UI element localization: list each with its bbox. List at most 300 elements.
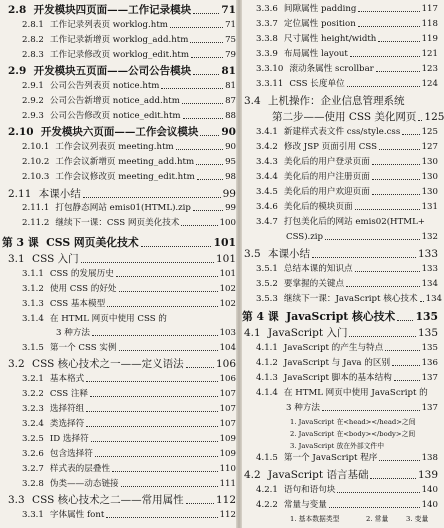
toc-entry-number: 3.4.7 (256, 217, 278, 227)
toc-entry-page-number: 125 (424, 111, 444, 123)
toc-entry-number: 3.1.3 (22, 299, 44, 309)
toc-entry-number: 2.11.2 (22, 218, 50, 228)
toc-entry-title: 总结本课的知识点 (283, 264, 353, 274)
toc-entry-number: 2.11 (8, 188, 32, 200)
toc-entry-title: 继续下一课：CSS 网页美化技术 (55, 218, 180, 228)
toc-entry-number: 3.3.11 (256, 79, 284, 89)
leader-dots (90, 391, 218, 397)
leader-dots (376, 66, 420, 72)
toc-entry-number: 第 3 课 (2, 236, 39, 249)
toc-entry-page-number: 119 (421, 34, 438, 44)
leader-dots (372, 189, 420, 195)
toc-entry-page-number: 140 (421, 485, 438, 495)
toc-entry-page-number: 135 (417, 327, 438, 339)
toc-entry-page-number: 102 (219, 299, 236, 309)
toc-sub-item: 2. 常量 (366, 515, 389, 523)
leader-dots (95, 451, 218, 457)
toc-entry-title: 在 HTML 网页中使用 CSS 的 (49, 314, 167, 324)
toc-sub-item: 3. JavaScript 放在外部文件中 (290, 442, 385, 450)
leader-dots (86, 421, 217, 427)
toc-entry-page-number: 124 (421, 79, 438, 89)
toc-entry (242, 80, 438, 89)
toc-entry-number: 4.1.4 (256, 388, 278, 398)
leader-dots (119, 286, 218, 292)
toc-entry-number: 3.4.3 (256, 157, 278, 167)
toc-entry-page-number: 90 (221, 126, 236, 138)
toc-entry (0, 390, 236, 399)
toc-entry (0, 254, 236, 265)
toc-entry-page-number: 101 (215, 253, 236, 265)
toc-entry-page-number: 104 (219, 343, 236, 353)
leader-dots (193, 205, 223, 211)
toc-entry (242, 20, 438, 29)
toc-entry-title: 新建样式表文件 css/style.css (283, 127, 401, 137)
leader-dots (81, 256, 214, 263)
toc-entry (242, 128, 438, 137)
toc-entry-page-number: 121 (421, 49, 438, 59)
toc-entry-number: 3.2.5 (22, 434, 44, 444)
toc-entry-title: 字体属性 font (49, 510, 105, 520)
leader-dots (92, 330, 218, 336)
toc-entry (242, 359, 438, 368)
toc-entry-title: CSS).zip (286, 232, 324, 242)
toc-entry-title: 公司公告修改页 notice_edit.htm (49, 111, 181, 121)
toc-entry (242, 501, 438, 510)
toc-entry-number: 3.5 (244, 248, 261, 260)
toc-entry (0, 97, 236, 106)
toc-entry-number: 2.9.1 (22, 81, 44, 91)
toc-entry-page-number: 134 (421, 279, 438, 289)
toc-entry-page-number: 107 (219, 389, 236, 399)
leader-dots (186, 361, 214, 368)
toc-entry-page-number: 79 (225, 50, 236, 60)
toc-entry-number: 3.4 (244, 95, 261, 107)
toc-entry-number: 2.9.2 (22, 96, 44, 106)
leader-dots (176, 144, 223, 150)
toc-entry-title: 修改 JSP 页面引用 CSS (283, 142, 377, 152)
toc-entry-title: 工作记录新增页 worklog_add.htm (49, 35, 189, 45)
toc-entry (242, 158, 438, 167)
toc-entry-page-number: 103 (219, 328, 236, 338)
leader-dots (161, 83, 223, 89)
toc-entry-number: 3.1.5 (22, 343, 44, 353)
toc-entry-title: CSS 基本模型 (49, 299, 106, 309)
toc-entry-page-number: 106 (215, 358, 236, 370)
toc-entry-page-number: 109 (219, 449, 236, 459)
toc-entry-title: 选择符组 (49, 404, 85, 414)
toc-entry-page-number: 107 (219, 419, 236, 429)
toc-entry-page-number: 81 (225, 81, 236, 91)
toc-entry-number: 2.11.1 (22, 203, 50, 213)
toc-entry-number: 2.9.3 (22, 111, 44, 121)
leader-dots (121, 481, 218, 487)
leader-dots (385, 345, 419, 351)
toc-entry-title: 要掌握的关键点 (283, 279, 345, 289)
leader-dots (347, 81, 420, 87)
toc-entry-title: 定位属性 position (283, 19, 356, 29)
toc-entry (0, 465, 236, 474)
toc-entry-title: 常量与变量 (283, 500, 327, 510)
toc-entry-number: 2.10.3 (22, 172, 50, 182)
toc-entry-number: 3.2.8 (22, 479, 44, 489)
toc-entry-title: 间隙属性 padding (283, 4, 357, 14)
toc-entry-title: 上机操作：企业信息管理系统 (268, 95, 405, 107)
toc-entry-number: 2.10 (8, 126, 34, 138)
toc-entry (0, 51, 236, 60)
toc-entry (0, 238, 236, 249)
toc-entry (0, 375, 236, 384)
leader-dots (183, 113, 224, 119)
toc-entry-number: 3.3.6 (256, 4, 278, 14)
toc-entry-title: ID 选择符 (49, 434, 89, 444)
toc-entry-page-number: 106 (219, 374, 236, 384)
leader-dots (86, 376, 217, 382)
toc-entry-number: 3.2.2 (22, 389, 44, 399)
toc-entry-number: 3.2.6 (22, 449, 44, 459)
toc-entry-number: 第 4 课 (242, 310, 279, 323)
toc-entry-title: 公司公告新增页 notice_add.htm (49, 96, 180, 106)
toc-entry-title: 继续下一课：JavaScript 核心技术 (283, 294, 418, 304)
toc-entry-page-number: 131 (421, 202, 438, 212)
toc-entry-page-number: 111 (219, 479, 236, 489)
toc-entry-page-number: 88 (225, 111, 236, 121)
leader-dots (182, 98, 223, 104)
toc-entry-page-number: 101 (219, 269, 236, 279)
leader-dots (86, 406, 217, 412)
toc-entry-number: 4.1.5 (256, 453, 278, 463)
toc-entry-title: 美化后的用户欢迎页面 (283, 187, 370, 197)
toc-entry-title: 打包静态网站 emis01(HTML).zip (55, 203, 191, 213)
toc-entry (242, 249, 438, 260)
toc-entry-title: 布局属性 layout (283, 49, 348, 59)
toc-entry-number: 3.5.2 (256, 279, 278, 289)
leader-dots (402, 129, 419, 135)
leader-dots (355, 204, 420, 210)
toc-entry-number: 3.4.6 (256, 202, 278, 212)
leader-dots (141, 240, 212, 247)
toc-entry-title: JavaScript 入门 (268, 327, 348, 339)
toc-entry (0, 359, 236, 370)
leader-dots (106, 512, 217, 518)
toc-entry-title: CSS 长度单位 (289, 79, 345, 89)
toc-entry-title: 类选择符 (49, 419, 85, 429)
leader-dots (358, 6, 419, 12)
toc-entry (0, 173, 236, 182)
toc-entry-page-number: 134 (425, 294, 443, 304)
toc-entry (0, 344, 236, 353)
leader-dots (379, 455, 419, 461)
toc-entry-title: 伪类——动态链接 (49, 479, 119, 489)
leader-dots (197, 174, 223, 180)
toc-sub-item: 2. JavaScript 在<body></body>之间 (290, 430, 416, 438)
leader-dots (397, 314, 413, 321)
toc-entry-title: 3 种方法 (286, 403, 320, 413)
toc-entry-number: 3.2.1 (22, 374, 44, 384)
leader-dots (186, 497, 214, 504)
toc-entry-page-number: 138 (421, 453, 438, 463)
leader-dots (196, 159, 223, 165)
leader-dots (378, 36, 419, 42)
toc-entry-title: 尺寸属性 height/width (283, 34, 377, 44)
toc-entry-title: CSS 注释 (49, 389, 89, 399)
toc-entry-page-number: 99 (222, 188, 236, 200)
toc-entry-number: 2.8 (8, 4, 27, 16)
toc-entry-number: 4.2.2 (256, 500, 278, 510)
leader-dots (322, 405, 420, 411)
leader-dots (83, 191, 221, 198)
toc-entry (242, 218, 438, 227)
toc-entry (0, 204, 236, 213)
toc-entry (242, 328, 438, 339)
toc-entry-title: 基本格式 (49, 374, 85, 384)
toc-sub-item: 1. JavaScript 在<head></head>之间 (290, 418, 416, 426)
toc-entry (242, 294, 443, 304)
leader-dots (372, 174, 420, 180)
toc-entry-page-number: 99 (225, 203, 236, 213)
toc-entry-page-number: 137 (421, 373, 438, 383)
leader-dots (350, 51, 420, 57)
toc-entry-number: 2.10.2 (22, 157, 50, 167)
toc-entry-number: 3.2.4 (22, 419, 44, 429)
toc-entry (242, 5, 438, 14)
toc-entry-title: CSS 核心技术之二——常用属性 (32, 494, 184, 506)
toc-entry-number: 4.2.1 (256, 485, 278, 495)
toc-entry-page-number: 125 (421, 127, 438, 137)
leader-dots (355, 266, 420, 272)
toc-entry-number: 3.2.3 (22, 404, 44, 414)
toc-entry-title: JavaScript 的产生与特点 (283, 343, 384, 353)
toc-entry-title: JavaScript 语言基础 (268, 469, 369, 481)
leader-dots (107, 301, 217, 307)
leader-dots (325, 234, 420, 240)
toc-entry-title: JavaScript 与 Java 的区别 (283, 358, 391, 368)
toc-entry-page-number: 87 (225, 96, 236, 106)
toc-entry-page-number: 139 (417, 469, 438, 481)
toc-entry-number: 3.3.10 (256, 64, 284, 74)
toc-entry-number: 2.10.1 (22, 142, 50, 152)
toc-entry-page-number: 137 (421, 403, 438, 413)
toc-entry-title: 打包美化后的网站 emis02(HTML+ (283, 217, 425, 227)
leader-dots (337, 487, 419, 493)
leader-dots (193, 68, 219, 75)
toc-entry-number: 3.2 (8, 358, 25, 370)
toc-entry (0, 495, 236, 506)
toc-entry-title: 工作会议修改页 meeting_edit.htm (55, 172, 195, 182)
toc-entry-page-number: 90 (225, 142, 236, 152)
toc-entry-title: 包含选择符 (49, 449, 93, 459)
toc-entry-title: 美化后的模块页面 (283, 202, 353, 212)
toc-entry-number: 2.8.3 (22, 50, 44, 60)
toc-entry-number: 4.1.1 (256, 343, 278, 353)
toc-entry-page-number: 132 (421, 232, 438, 242)
toc-entry-page-number: 117 (421, 4, 438, 14)
leader-dots (116, 271, 218, 277)
toc-entry (242, 65, 438, 74)
toc-entry-title: 语句和语句块 (283, 485, 336, 495)
toc-entry-page-number: 130 (421, 157, 438, 167)
toc-entry-title: CSS 核心技术之一——定义语法 (32, 358, 184, 370)
toc-entry-number: 4.2 (244, 469, 261, 481)
toc-entry (242, 233, 438, 242)
toc-entry-title: 使用 CSS 的好处 (49, 284, 117, 294)
toc-entry-page-number: 133 (421, 264, 438, 274)
toc-entry-number: 4.1.2 (256, 358, 278, 368)
toc-entry-page-number: 100 (219, 218, 236, 228)
toc-entry (0, 315, 236, 324)
leader-dots (346, 281, 420, 287)
toc-entry (0, 66, 236, 77)
toc-entry (0, 189, 236, 200)
toc-entry-number: 3.1 (8, 253, 25, 265)
toc-entry-title: 第一个 CSS 实例 (49, 343, 117, 353)
toc-entry (242, 454, 438, 463)
toc-entry-title: CSS 的发展历史 (49, 269, 114, 279)
toc-entry (0, 21, 236, 30)
toc-entry-page-number: 135 (421, 343, 438, 353)
toc-entry (242, 143, 438, 152)
toc-entry (0, 329, 236, 338)
toc-entry-number: 2.8.2 (22, 35, 44, 45)
toc-entry (0, 127, 236, 138)
leader-dots (372, 159, 420, 165)
leader-dots (420, 296, 424, 302)
leader-dots (370, 472, 416, 479)
toc-entry-title: 样式表的层叠性 (49, 464, 111, 474)
toc-entry-number: 4.1 (244, 327, 261, 339)
toc-entry-title: 滚动条属性 scrollbar (289, 64, 374, 74)
toc-entry-number: 3.3.7 (256, 19, 278, 29)
toc-entry-page-number: 110 (219, 464, 236, 474)
toc-entry (0, 420, 236, 429)
toc-entry-number: 3.3.9 (256, 49, 278, 59)
toc-entry-title: 美化后的用户登录页面 (283, 157, 370, 167)
toc-entry (0, 112, 236, 121)
leader-dots (170, 22, 223, 28)
toc-entry-page-number: 71 (225, 20, 236, 30)
toc-entry (242, 203, 438, 212)
toc-entry-page-number: 112 (219, 510, 236, 520)
toc-entry-number: 4.1.3 (256, 373, 278, 383)
leader-dots (379, 144, 420, 150)
toc-entry-number: 3.4.2 (256, 142, 278, 152)
toc-entry (242, 265, 438, 274)
toc-entry (242, 173, 438, 182)
toc-entry (242, 344, 438, 353)
toc-entry-title: 开发模块六页面——工作会议模块 (40, 126, 199, 138)
toc-entry (242, 486, 438, 495)
leader-dots (394, 375, 420, 381)
toc-entry-page-number: 71 (221, 4, 236, 16)
toc-entry-title: 公司公告列表页 notice.htm (49, 81, 160, 91)
toc-entry-title: 本课小结 (38, 188, 81, 200)
toc-entry (0, 158, 236, 167)
toc-entry-number: 3.5.1 (256, 264, 278, 274)
leader-dots (191, 52, 223, 58)
leader-dots (358, 21, 420, 27)
toc-entry-number: 3.2.7 (22, 464, 44, 474)
leader-dots (329, 502, 420, 508)
toc-entry (0, 480, 236, 489)
toc-entry (242, 280, 438, 289)
toc-entry (0, 143, 236, 152)
toc-entry-title: 3 种方法 (56, 328, 90, 338)
leader-dots (190, 37, 223, 43)
toc-sub-item: 1. 基本数据类型 (290, 515, 340, 523)
leader-dots (193, 7, 219, 14)
toc-entry-page-number: 140 (421, 500, 438, 510)
toc-entry (0, 435, 236, 444)
toc-entry (242, 404, 438, 413)
toc-entry (242, 35, 438, 44)
toc-entry (0, 219, 236, 228)
toc-entry (242, 470, 438, 481)
toc-entry-title: 工作记录列表页 worklog.htm (49, 20, 168, 30)
toc-entry (242, 389, 438, 398)
toc-entry-title: 开发模块五页面——公司公告模块 (33, 65, 192, 77)
toc-entry-page-number: 130 (421, 172, 438, 182)
toc-entry-page-number: 95 (225, 157, 236, 167)
toc-entry (0, 511, 236, 520)
toc-entry-title: CSS 网页美化技术 (46, 236, 139, 249)
toc-entry (242, 50, 438, 59)
leader-dots (200, 129, 219, 136)
toc-entry (0, 270, 236, 279)
toc-entry-page-number: 102 (219, 284, 236, 294)
toc-entry (0, 36, 236, 45)
leader-dots (119, 345, 218, 351)
toc-entry-title: JavaScript 核心技术 (286, 310, 396, 323)
toc-entry-number: 3.1.1 (22, 269, 44, 279)
toc-entry (242, 188, 438, 197)
toc-entry-page-number: 112 (215, 494, 236, 506)
toc-entry-page-number: 81 (221, 65, 236, 77)
toc-entry-title: 本课小结 (268, 248, 311, 260)
toc-entry-number: 3.4.1 (256, 127, 278, 137)
toc-entry (242, 111, 444, 123)
toc-entry (0, 82, 236, 91)
toc-entry-title: JavaScript 脚本的基本结构 (283, 373, 392, 383)
toc-entry (242, 312, 438, 323)
toc-entry-title: 工作记录修改页 worklog_edit.htm (49, 50, 190, 60)
toc-entry-page-number: 75 (225, 35, 236, 45)
toc-entry-page-number: 136 (421, 358, 438, 368)
toc-entry-page-number: 109 (219, 434, 236, 444)
toc-entry-number: 3.1.4 (22, 314, 44, 324)
toc-entry (242, 374, 438, 383)
toc-entry-title: 第二步——使用 CSS 美化网页 (272, 111, 417, 123)
toc-entry-page-number: 101 (213, 236, 236, 249)
toc-entry-title: 开发模块四页面——工作记录模块 (33, 4, 192, 16)
toc-entry-title: 工作会议列表页 meeting.htm (55, 142, 174, 152)
toc-entry-title: 美化后的用户注册页面 (283, 172, 370, 182)
toc-entry-page-number: 127 (421, 142, 438, 152)
leader-dots (349, 330, 416, 337)
toc-sub-item: 3. 变量 (406, 515, 429, 523)
toc-entry-title: CSS 入门 (32, 253, 79, 265)
toc-entry-number: 3.3.8 (256, 34, 278, 44)
toc-entry-number: 3.5.3 (256, 294, 278, 304)
leader-dots (181, 220, 217, 226)
toc-entry-page-number: 130 (421, 187, 438, 197)
toc-entry (0, 450, 236, 459)
toc-entry-title: 第一个 JavaScript 程序 (283, 453, 378, 463)
leader-dots (112, 466, 218, 472)
toc-entry-page-number: 107 (219, 404, 236, 414)
toc-entry-page-number: 135 (415, 310, 438, 323)
toc-entry-number: 3.3 (8, 494, 25, 506)
toc-entry-number: 3.3.1 (22, 510, 44, 520)
toc-entry-number: 3.4.5 (256, 187, 278, 197)
